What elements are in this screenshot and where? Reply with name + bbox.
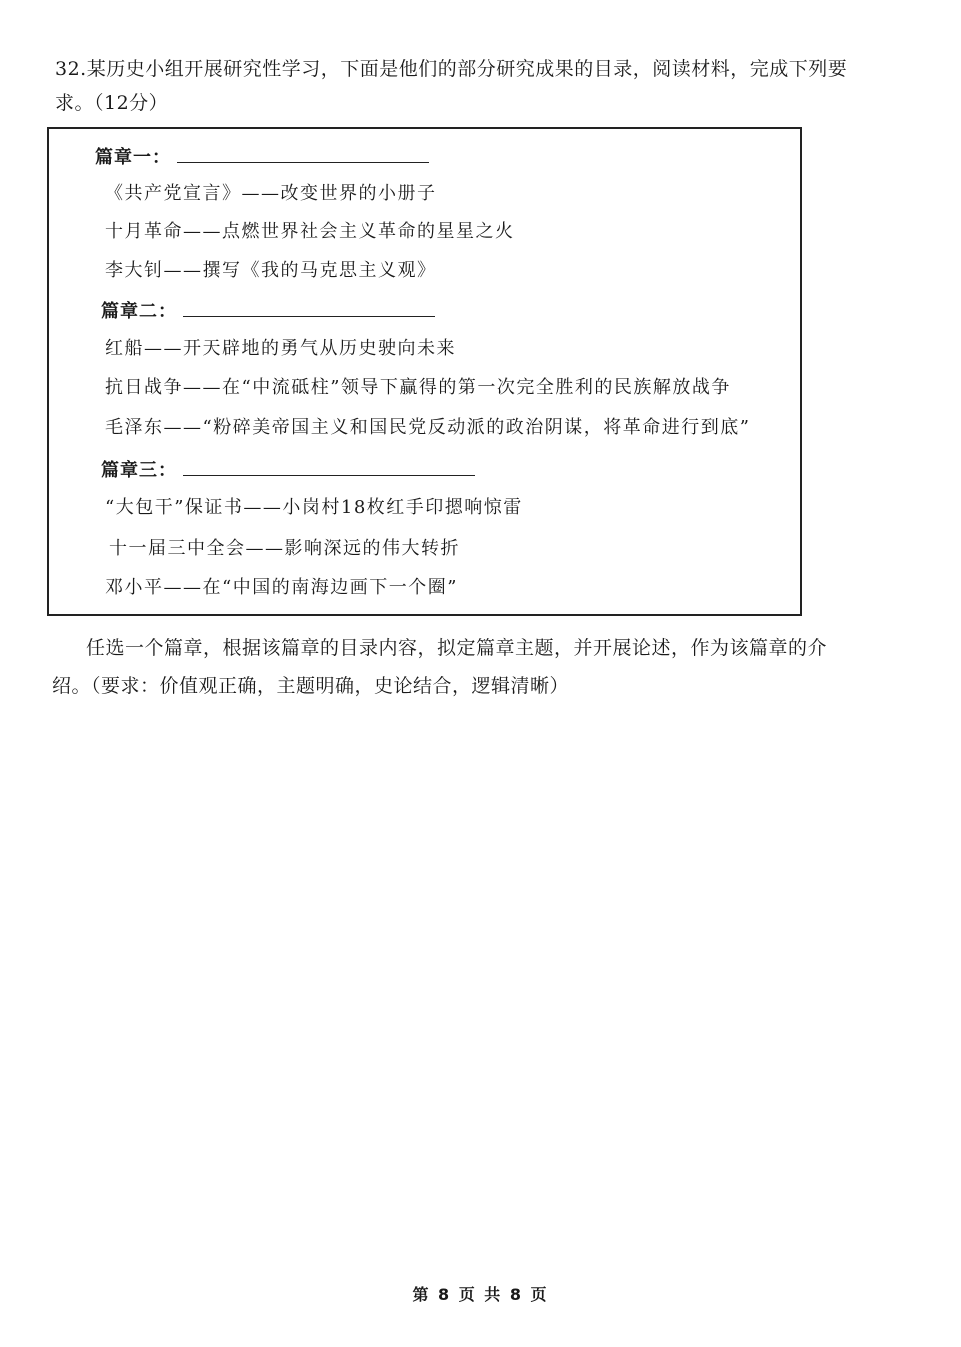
- question-stem-line-1: 32.某历史小组开展研究性学习，下面是他们的部分研究成果的目录，阅读材料，完成下列要: [55, 58, 848, 80]
- chapter-3-item-2: 十一届三中全会——影响深远的伟大转折: [109, 538, 460, 559]
- question-stem-line-2: 求。（12分）: [55, 92, 169, 114]
- chapter-1-item-3: 李大钊——撰写《我的马克思主义观》: [105, 260, 437, 281]
- chapter-2-item-2: 抗日战争——在“中流砥柱”领导下赢得的第一次完全胜利的民族解放战争: [105, 377, 731, 398]
- chapter-1-item-1: 《共产党宣言》——改变世界的小册子: [105, 183, 437, 204]
- chapter-3-heading: [101, 459, 475, 482]
- material-box: [47, 127, 802, 616]
- page-number: 第 8 页 共 8 页: [412, 1285, 549, 1304]
- chapter-2-label: 篇章二：: [101, 301, 177, 322]
- chapter-2-title-blank: [183, 300, 435, 317]
- task-line-2: 绍。（要求：价值观正确，主题明确，史论结合，逻辑清晰）: [52, 675, 570, 697]
- chapter-3-item-1: “大包干”保证书——小岗村18枚红手印摁响惊雷: [105, 497, 523, 518]
- task-line-1: 任选一个篇章，根据该篇章的目录内容，拟定篇章主题，并开展论述，作为该篇章的介: [86, 637, 828, 659]
- chapter-1-item-2: 十月革命——点燃世界社会主义革命的星星之火: [105, 221, 515, 242]
- chapter-3-item-3: 邓小平——在“中国的南海边画下一个圈”: [105, 577, 458, 598]
- chapter-1-label: 篇章一：: [95, 147, 171, 168]
- chapter-1-title-blank: [177, 146, 429, 163]
- chapter-2-heading: [101, 300, 435, 323]
- chapter-1-heading: [95, 146, 429, 169]
- chapter-2-item-1: 红船——开天辟地的勇气从历史驶向未来: [105, 338, 456, 359]
- chapter-3-title-blank: [183, 459, 475, 476]
- chapter-3-label: 篇章三：: [101, 460, 177, 481]
- chapter-2-item-3: 毛泽东——“粉碎美帝国主义和国民党反动派的政治阴谋，将革命进行到底”: [105, 417, 751, 438]
